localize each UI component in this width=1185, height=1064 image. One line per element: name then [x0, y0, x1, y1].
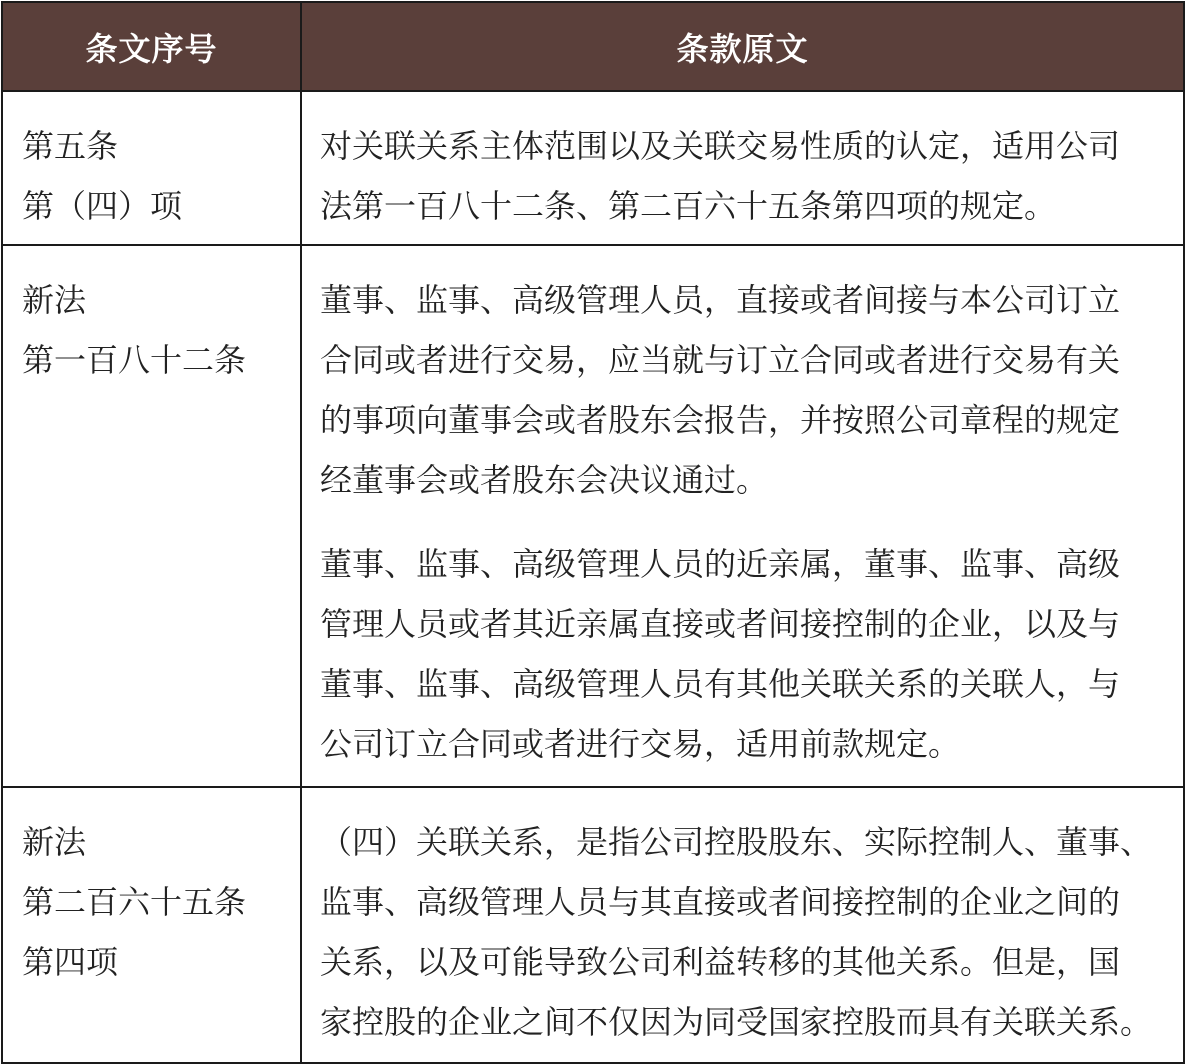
article-reference: [2, 91, 301, 245]
text-line: 法第一百八十二条、第二百六十五条第四项的规定。: [320, 187, 1057, 225]
clause-text: [301, 245, 1184, 787]
text-line: 公司订立合同或者进行交易，适用前款规定。: [320, 725, 961, 763]
reference-line: 第四项: [22, 943, 119, 981]
table-row: [2, 245, 1184, 787]
text-line: 管理人员或者其近亲属直接或者间接控制的企业，以及与: [320, 605, 1121, 643]
text-line: 董事、监事、高级管理人员有其他关联关系的关联人，与: [320, 665, 1121, 703]
clause-text: [301, 91, 1184, 245]
reference-line: 新法: [22, 823, 87, 861]
text-line: 经董事会或者股东会决议通过。: [320, 461, 769, 499]
text-line: 合同或者进行交易，应当就与订立合同或者进行交易有关: [320, 341, 1121, 379]
text-line: 关系，以及可能导致公司利益转移的其他关系。但是，国: [320, 943, 1121, 981]
text-line: 监事、高级管理人员与其直接或者间接控制的企业之间的: [320, 883, 1121, 921]
header-row: [2, 2, 1184, 91]
clause-paragraph: [320, 116, 1183, 236]
clause-text: [301, 787, 1184, 1063]
article-reference: [2, 245, 301, 787]
reference-line: 第五条: [22, 127, 119, 165]
table-row: [2, 787, 1184, 1063]
reference-line: 新法: [22, 281, 87, 319]
text-line: 对关联关系主体范围以及关联交易性质的认定，适用公司: [320, 127, 1121, 165]
reference-line: 第一百八十二条: [22, 341, 247, 379]
header-article-number: 条文序号: [2, 2, 301, 91]
header-clause-text: 条款原文: [301, 2, 1184, 91]
article-reference: [2, 787, 301, 1063]
reference-line: 第（四）项: [22, 187, 183, 225]
clause-paragraph: [320, 812, 1183, 1052]
text-line: 董事、监事、高级管理人员的近亲属，董事、监事、高级: [320, 545, 1121, 583]
law-provision-table: [1, 1, 1185, 1064]
text-line: 的事项向董事会或者股东会报告，并按照公司章程的规定: [320, 401, 1121, 439]
table-header: [2, 2, 1184, 91]
text-line: 家控股的企业之间不仅因为同受国家控股而具有关联关系。: [320, 1003, 1153, 1041]
reference-line: 第二百六十五条: [22, 883, 247, 921]
clause-paragraph: [320, 534, 1183, 774]
table-row: [2, 91, 1184, 245]
clause-paragraph: [320, 270, 1183, 510]
table-body: [2, 91, 1184, 1063]
text-line: 董事、监事、高级管理人员，直接或者间接与本公司订立: [320, 281, 1121, 319]
text-line: （四）关联关系，是指公司控股股东、实际控制人、董事、: [320, 823, 1153, 861]
